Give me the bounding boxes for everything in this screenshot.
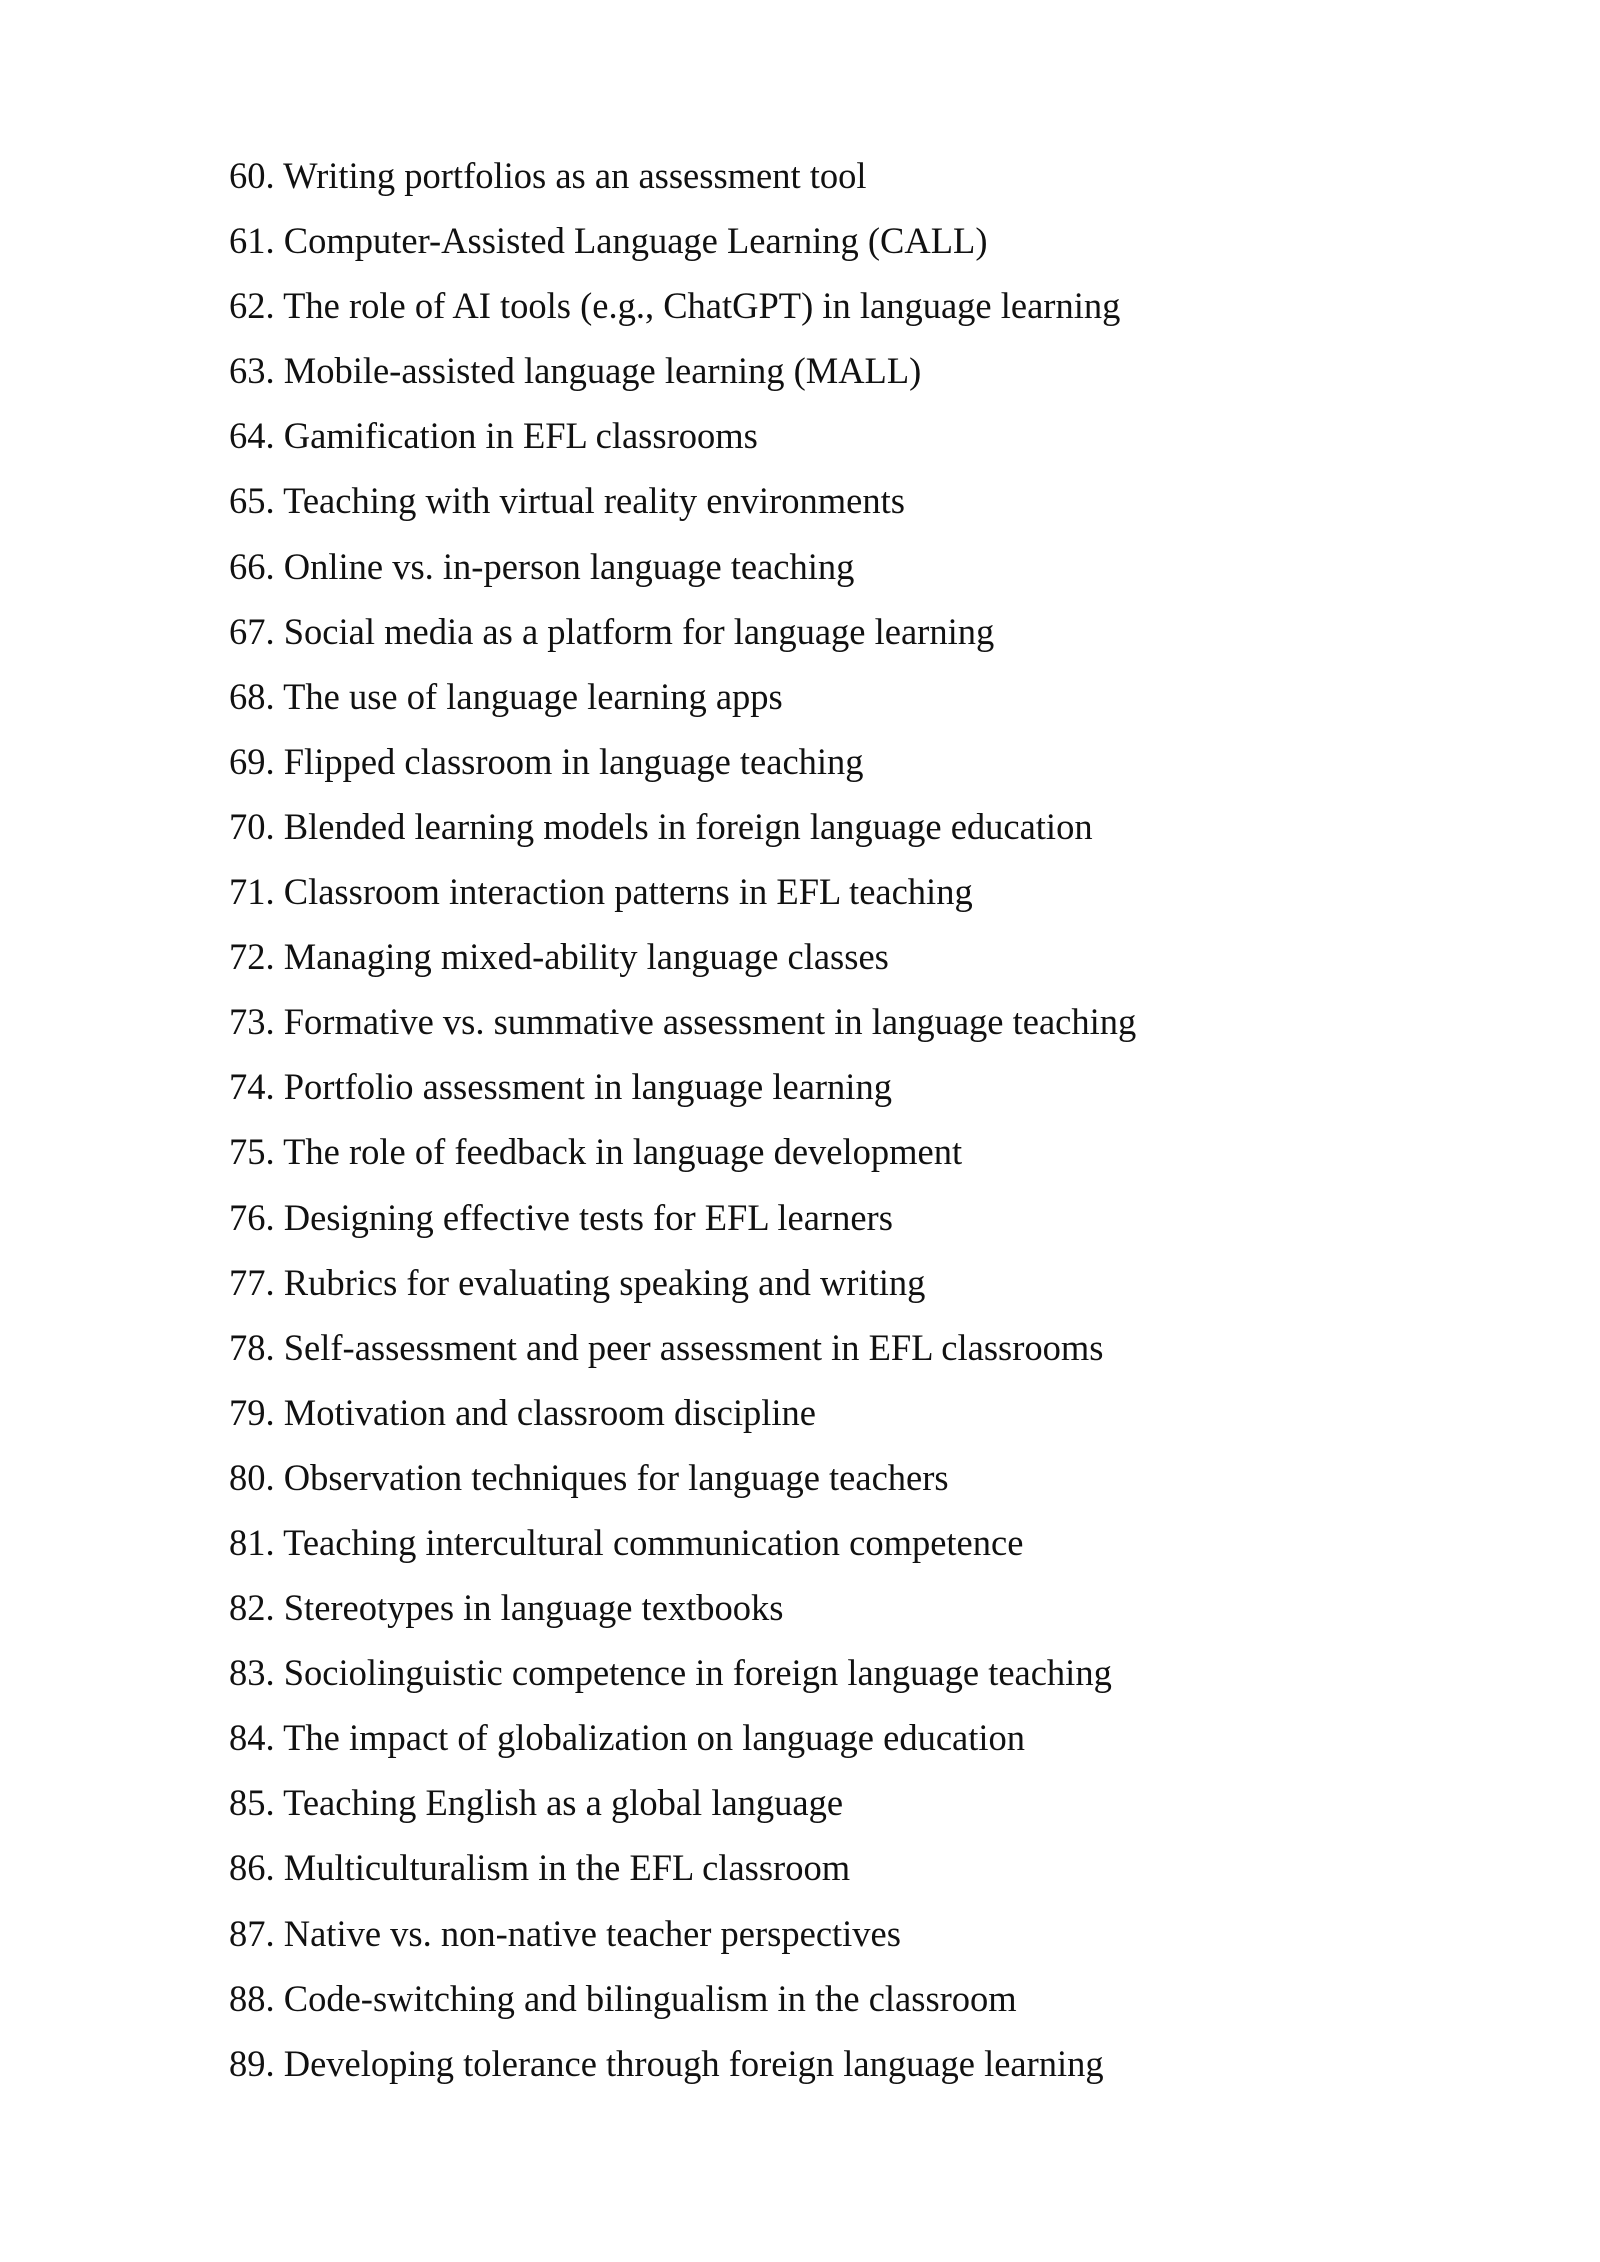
topic-item: 81. Teaching intercultural communication competence	[229, 1521, 1024, 1563]
topic-item: 80. Observation techniques for language teachers	[229, 1456, 949, 1498]
topic-item: 71. Classroom interaction patterns in EFL teaching	[229, 871, 973, 913]
topic-list	[229, 148, 1136, 2101]
topic-item: 68. The use of language learning apps	[229, 675, 783, 717]
topic-item: 66. Online vs. in-person language teaching	[229, 545, 855, 587]
topic-item: 88. Code-switching and bilingualism in the classroom	[229, 1977, 1017, 2019]
topic-item: 74. Portfolio assessment in language learning	[229, 1066, 892, 1108]
topic-item: 65. Teaching with virtual reality environments	[229, 480, 905, 522]
topic-item: 64. Gamification in EFL classrooms	[229, 415, 758, 457]
topic-item: 85. Teaching English as a global language	[229, 1782, 844, 1824]
topic-item: 72. Managing mixed-ability language classes	[229, 936, 889, 978]
topic-item: 60. Writing portfolios as an assessment tool	[229, 155, 867, 196]
topic-item: 69. Flipped classroom in language teaching	[229, 740, 864, 782]
topic-item: 67. Social media as a platform for language learning	[229, 610, 995, 652]
topic-item: 61. Computer-Assisted Language Learning (CALL)	[229, 220, 988, 262]
topic-item: 73. Formative vs. summative assessment in language teaching	[229, 1001, 1137, 1043]
topic-item: 87. Native vs. non-native teacher perspectives	[229, 1912, 901, 1954]
topic-item: 79. Motivation and classroom discipline	[229, 1391, 816, 1433]
topic-item: 78. Self-assessment and peer assessment in EFL classrooms	[229, 1326, 1104, 1368]
topic-item: 75. The role of feedback in language development	[229, 1131, 963, 1173]
topic-item: 89. Developing tolerance through foreign language learning	[229, 2042, 1104, 2084]
topic-item: 86. Multiculturalism in the EFL classroom	[229, 1847, 851, 1889]
topic-item: 70. Blended learning models in foreign language education	[229, 805, 1093, 847]
topic-item: 76. Designing effective tests for EFL learners	[229, 1196, 893, 1238]
topic-item: 82. Stereotypes in language textbooks	[229, 1587, 784, 1629]
topic-item: 63. Mobile-assisted language learning (MALL)	[229, 350, 922, 392]
topic-item: 84. The impact of globalization on language education	[229, 1717, 1025, 1759]
topic-item: 83. Sociolinguistic competence in foreign language teaching	[229, 1652, 1112, 1694]
topic-item: 62. The role of AI tools (e.g., ChatGPT) in language learning	[229, 285, 1121, 327]
topic-item: 77. Rubrics for evaluating speaking and writing	[229, 1261, 926, 1303]
